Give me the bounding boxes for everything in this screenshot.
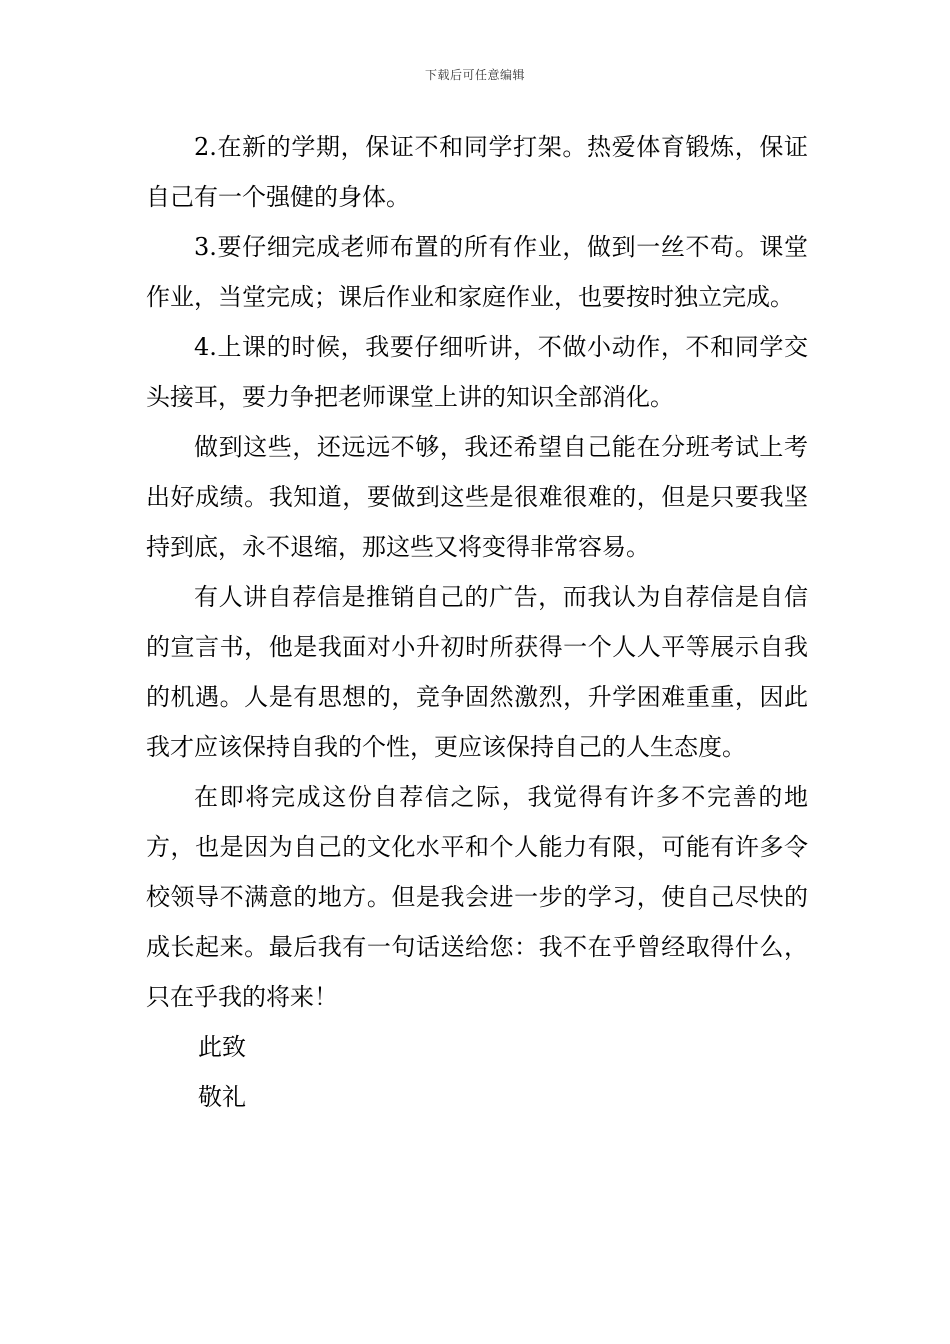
paragraph-conclusion: 在即将完成这份自荐信之际，我觉得有许多不完善的地方，也是因为自己的文化水平和个人能力有限，可能有许多令校领导不满意的地方。但是我会进一步的学习，使自己尽快的成长起来。最后我有一句话送给您：我不在乎曾经取得什么，只在乎我的将来！: [146, 783, 808, 1011]
paragraph-item-3: 3.要仔细完成老师布置的所有作业，做到一丝不苟。课堂作业，当堂完成；课后作业和家庭作业，也要按时独立完成。: [146, 233, 808, 311]
closing-regards: 敬礼: [198, 1083, 246, 1111]
paragraph-item-4: 4.上课的时候，我要仔细听讲，不做小动作，不和同学交头接耳，要力争把老师课堂上讲的知识全部消化。: [146, 333, 808, 411]
paragraph-item-2: 2.在新的学期，保证不和同学打架。热爱体育锻炼，保证自己有一个强健的身体。: [146, 133, 808, 211]
paragraph-self-recommendation: 有人讲自荐信是推销自己的广告，而我认为自荐信是自信的宣言书，他是我面对小升初时所获得一个人人平等展示自我的机遇。人是有思想的，竞争固然激烈，升学困难重重，因此我才应该保持自我的个性，更应该保持自己的人生态度。: [146, 583, 808, 761]
letter-body: [146, 122, 808, 1122]
paragraph-goals: 做到这些，还远远不够，我还希望自己能在分班考试上考出好成绩。我知道，要做到这些是很难很难的，但是只要我坚持到底，永不退缩，那这些又将变得非常容易。: [146, 433, 808, 561]
closing-salutation: 此致: [198, 1033, 246, 1061]
header-note: 下载后可任意编辑: [424, 68, 525, 82]
